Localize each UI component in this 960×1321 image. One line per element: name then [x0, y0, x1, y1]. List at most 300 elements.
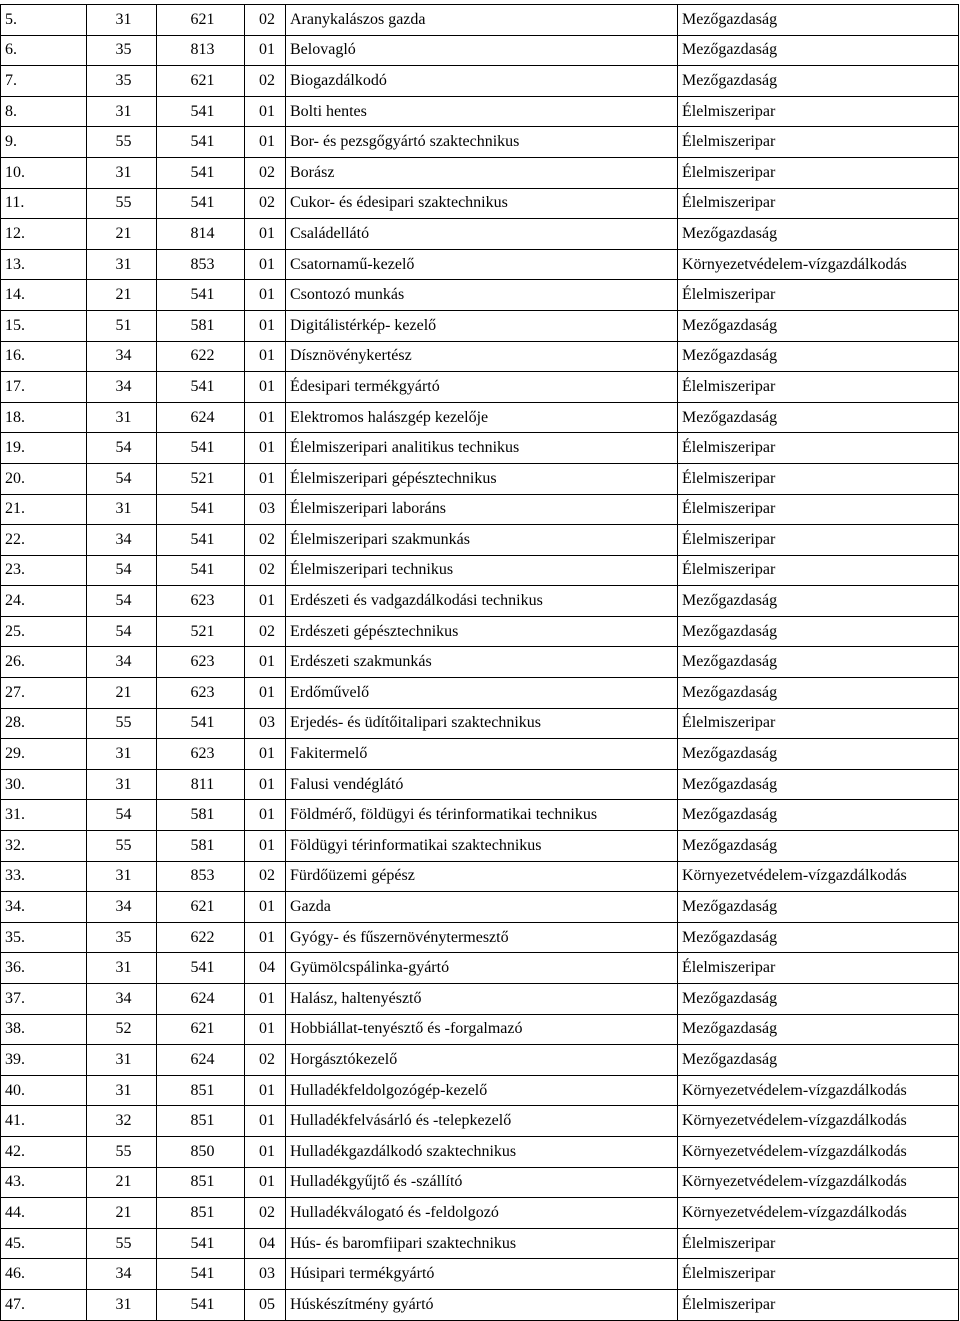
row-number: 24. [1, 586, 87, 617]
table-row [1, 494, 959, 525]
code-part-3: 01 [245, 922, 286, 953]
code-part-1: 55 [87, 1228, 157, 1259]
table-row [1, 310, 959, 341]
row-number: 15. [1, 310, 87, 341]
sector-name: Mezőgazdaság [678, 831, 959, 862]
code-part-3: 04 [245, 953, 286, 984]
table-row [1, 525, 959, 556]
table-row [1, 708, 959, 739]
occupation-name: Erdőművelő [286, 678, 678, 709]
occupation-name: Erdészeti gépésztechnikus [286, 616, 678, 647]
code-part-1: 31 [87, 157, 157, 188]
sector-name: Élelmiszeripar [678, 188, 959, 219]
code-part-1: 52 [87, 1014, 157, 1045]
row-number: 20. [1, 463, 87, 494]
code-part-3: 01 [245, 249, 286, 280]
table-row [1, 1045, 959, 1076]
row-number: 38. [1, 1014, 87, 1045]
code-part-2: 623 [157, 739, 245, 770]
occupation-name: Digitálistérkép- kezelő [286, 310, 678, 341]
code-part-1: 31 [87, 861, 157, 892]
table-row [1, 616, 959, 647]
sector-name: Élelmiszeripar [678, 372, 959, 403]
code-part-3: 02 [245, 5, 286, 36]
table-row [1, 922, 959, 953]
table-row [1, 769, 959, 800]
sector-name: Élelmiszeripar [678, 1259, 959, 1290]
table-row [1, 800, 959, 831]
code-part-2: 541 [157, 127, 245, 158]
sector-name: Élelmiszeripar [678, 96, 959, 127]
table-row [1, 66, 959, 97]
occupation-name: Bolti hentes [286, 96, 678, 127]
row-number: 43. [1, 1167, 87, 1198]
occupation-name: Élelmiszeripari analitikus technikus [286, 433, 678, 464]
table-row [1, 372, 959, 403]
row-number: 5. [1, 5, 87, 36]
code-part-2: 621 [157, 892, 245, 923]
occupation-name: Hobbiállat-tenyésztő és -forgalmazó [286, 1014, 678, 1045]
sector-name: Mezőgazdaság [678, 586, 959, 617]
code-part-1: 34 [87, 1259, 157, 1290]
code-part-2: 541 [157, 1228, 245, 1259]
table-row [1, 402, 959, 433]
code-part-2: 624 [157, 1045, 245, 1076]
occupation-name: Húskészítmény gyártó [286, 1289, 678, 1320]
occupation-name: Hulladékfeldolgozógép-kezelő [286, 1075, 678, 1106]
code-part-1: 31 [87, 96, 157, 127]
code-part-3: 01 [245, 739, 286, 770]
code-part-1: 31 [87, 1075, 157, 1106]
table-row [1, 35, 959, 66]
sector-name: Élelmiszeripar [678, 708, 959, 739]
row-number: 12. [1, 219, 87, 250]
sector-name: Élelmiszeripar [678, 433, 959, 464]
code-part-1: 55 [87, 708, 157, 739]
occupation-name: Erjedés- és üdítőitalipari szaktechnikus [286, 708, 678, 739]
table-row [1, 1014, 959, 1045]
code-part-2: 851 [157, 1198, 245, 1229]
sector-name: Mezőgazdaság [678, 219, 959, 250]
occupation-name: Hulladékfelvásárló és -telepkezelő [286, 1106, 678, 1137]
sector-name: Mezőgazdaság [678, 984, 959, 1015]
sector-name: Mezőgazdaság [678, 647, 959, 678]
code-part-2: 621 [157, 1014, 245, 1045]
sector-name: Mezőgazdaság [678, 769, 959, 800]
occupation-name: Bor- és pezsgőgyártó szaktechnikus [286, 127, 678, 158]
code-part-3: 01 [245, 310, 286, 341]
sector-name: Környezetvédelem-vízgazdálkodás [678, 1136, 959, 1167]
row-number: 27. [1, 678, 87, 709]
code-part-2: 541 [157, 96, 245, 127]
occupation-name: Erdészeti és vadgazdálkodási technikus [286, 586, 678, 617]
row-number: 19. [1, 433, 87, 464]
code-part-1: 54 [87, 800, 157, 831]
code-part-3: 01 [245, 280, 286, 311]
code-part-3: 02 [245, 525, 286, 556]
row-number: 28. [1, 708, 87, 739]
code-part-2: 541 [157, 494, 245, 525]
code-part-3: 02 [245, 555, 286, 586]
row-number: 34. [1, 892, 87, 923]
code-part-1: 21 [87, 1198, 157, 1229]
row-number: 39. [1, 1045, 87, 1076]
row-number: 14. [1, 280, 87, 311]
row-number: 30. [1, 769, 87, 800]
row-number: 25. [1, 616, 87, 647]
table-row [1, 861, 959, 892]
sector-name: Mezőgazdaság [678, 678, 959, 709]
code-part-2: 811 [157, 769, 245, 800]
sector-name: Élelmiszeripar [678, 555, 959, 586]
code-part-2: 853 [157, 249, 245, 280]
table-row [1, 280, 959, 311]
sector-name: Mezőgazdaság [678, 310, 959, 341]
code-part-3: 01 [245, 647, 286, 678]
table-row [1, 249, 959, 280]
table-row [1, 984, 959, 1015]
table-row [1, 1259, 959, 1290]
code-part-2: 853 [157, 861, 245, 892]
code-part-1: 31 [87, 1289, 157, 1320]
code-part-1: 55 [87, 188, 157, 219]
code-part-1: 31 [87, 494, 157, 525]
code-part-3: 02 [245, 188, 286, 219]
row-number: 8. [1, 96, 87, 127]
code-part-3: 02 [245, 66, 286, 97]
sector-name: Mezőgazdaság [678, 800, 959, 831]
code-part-3: 01 [245, 1167, 286, 1198]
row-number: 17. [1, 372, 87, 403]
sector-name: Mezőgazdaság [678, 35, 959, 66]
occupation-name: Elektromos halászgép kezelője [286, 402, 678, 433]
row-number: 47. [1, 1289, 87, 1320]
code-part-1: 32 [87, 1106, 157, 1137]
code-part-3: 02 [245, 1045, 286, 1076]
code-part-1: 31 [87, 739, 157, 770]
sector-name: Mezőgazdaság [678, 739, 959, 770]
code-part-3: 02 [245, 157, 286, 188]
occupation-name: Dísznövénykertész [286, 341, 678, 372]
row-number: 44. [1, 1198, 87, 1229]
table-row [1, 739, 959, 770]
occupation-name: Hús- és baromfiipari szaktechnikus [286, 1228, 678, 1259]
code-part-2: 851 [157, 1106, 245, 1137]
code-part-1: 54 [87, 433, 157, 464]
code-part-1: 31 [87, 402, 157, 433]
code-part-2: 541 [157, 525, 245, 556]
code-part-1: 31 [87, 249, 157, 280]
code-part-3: 02 [245, 616, 286, 647]
sector-name: Élelmiszeripar [678, 1289, 959, 1320]
code-part-2: 541 [157, 188, 245, 219]
table-row [1, 586, 959, 617]
sector-name: Élelmiszeripar [678, 953, 959, 984]
sector-name: Környezetvédelem-vízgazdálkodás [678, 1198, 959, 1229]
code-part-1: 31 [87, 1045, 157, 1076]
table-row [1, 341, 959, 372]
row-number: 13. [1, 249, 87, 280]
table-row [1, 1198, 959, 1229]
row-number: 10. [1, 157, 87, 188]
sector-name: Élelmiszeripar [678, 525, 959, 556]
code-part-2: 624 [157, 402, 245, 433]
sector-name: Élelmiszeripar [678, 157, 959, 188]
table-body [1, 5, 959, 1321]
code-part-3: 01 [245, 1136, 286, 1167]
row-number: 41. [1, 1106, 87, 1137]
code-part-1: 34 [87, 525, 157, 556]
occupation-name: Aranykalászos gazda [286, 5, 678, 36]
code-part-3: 01 [245, 433, 286, 464]
code-part-3: 01 [245, 341, 286, 372]
table-row [1, 647, 959, 678]
sector-name: Mezőgazdaság [678, 5, 959, 36]
code-part-2: 541 [157, 708, 245, 739]
code-part-2: 622 [157, 922, 245, 953]
table-row [1, 219, 959, 250]
code-part-2: 581 [157, 310, 245, 341]
code-part-1: 34 [87, 984, 157, 1015]
code-part-2: 541 [157, 953, 245, 984]
code-part-3: 01 [245, 219, 286, 250]
row-number: 42. [1, 1136, 87, 1167]
sector-name: Élelmiszeripar [678, 127, 959, 158]
sector-name: Élelmiszeripar [678, 463, 959, 494]
code-part-2: 813 [157, 35, 245, 66]
occupation-name: Gyógy- és fűszernövénytermesztő [286, 922, 678, 953]
sector-name: Mezőgazdaság [678, 341, 959, 372]
code-part-2: 541 [157, 1289, 245, 1320]
occupation-name: Földügyi térinformatikai szaktechnikus [286, 831, 678, 862]
sector-name: Mezőgazdaság [678, 616, 959, 647]
row-number: 9. [1, 127, 87, 158]
sector-name: Mezőgazdaság [678, 1045, 959, 1076]
code-part-3: 01 [245, 678, 286, 709]
table-row [1, 188, 959, 219]
code-part-1: 35 [87, 66, 157, 97]
code-part-1: 34 [87, 892, 157, 923]
code-part-3: 01 [245, 1075, 286, 1106]
sector-name: Környezetvédelem-vízgazdálkodás [678, 1106, 959, 1137]
code-part-1: 35 [87, 922, 157, 953]
table-row [1, 1106, 959, 1137]
code-part-3: 01 [245, 96, 286, 127]
code-part-1: 21 [87, 280, 157, 311]
sector-name: Élelmiszeripar [678, 1228, 959, 1259]
occupation-name: Élelmiszeripari laboráns [286, 494, 678, 525]
code-part-2: 814 [157, 219, 245, 250]
row-number: 18. [1, 402, 87, 433]
occupation-name: Élelmiszeripari technikus [286, 555, 678, 586]
code-part-1: 31 [87, 5, 157, 36]
row-number: 26. [1, 647, 87, 678]
table-row [1, 1289, 959, 1320]
code-part-2: 581 [157, 831, 245, 862]
occupation-name: Falusi vendéglátó [286, 769, 678, 800]
code-part-3: 01 [245, 984, 286, 1015]
code-part-3: 01 [245, 35, 286, 66]
code-part-3: 03 [245, 1259, 286, 1290]
occupation-table [0, 4, 959, 1321]
code-part-2: 850 [157, 1136, 245, 1167]
row-number: 37. [1, 984, 87, 1015]
row-number: 35. [1, 922, 87, 953]
row-number: 6. [1, 35, 87, 66]
code-part-1: 35 [87, 35, 157, 66]
row-number: 22. [1, 525, 87, 556]
code-part-2: 623 [157, 647, 245, 678]
row-number: 40. [1, 1075, 87, 1106]
sector-name: Élelmiszeripar [678, 494, 959, 525]
code-part-2: 624 [157, 984, 245, 1015]
code-part-2: 851 [157, 1167, 245, 1198]
code-part-2: 623 [157, 678, 245, 709]
occupation-name: Csatornamű-kezelő [286, 249, 678, 280]
sector-name: Környezetvédelem-vízgazdálkodás [678, 861, 959, 892]
row-number: 16. [1, 341, 87, 372]
row-number: 45. [1, 1228, 87, 1259]
code-part-3: 02 [245, 861, 286, 892]
code-part-2: 622 [157, 341, 245, 372]
row-number: 23. [1, 555, 87, 586]
occupation-name: Édesipari termékgyártó [286, 372, 678, 403]
code-part-1: 31 [87, 953, 157, 984]
code-part-2: 623 [157, 586, 245, 617]
table-row [1, 953, 959, 984]
occupation-name: Halász, haltenyésztő [286, 984, 678, 1015]
code-part-1: 54 [87, 463, 157, 494]
row-number: 7. [1, 66, 87, 97]
occupation-name: Élelmiszeripari szakmunkás [286, 525, 678, 556]
code-part-3: 01 [245, 769, 286, 800]
row-number: 32. [1, 831, 87, 862]
code-part-2: 621 [157, 5, 245, 36]
code-part-1: 21 [87, 678, 157, 709]
occupation-name: Fürdőüzemi gépész [286, 861, 678, 892]
sector-name: Mezőgazdaság [678, 66, 959, 97]
code-part-1: 21 [87, 1167, 157, 1198]
code-part-3: 01 [245, 372, 286, 403]
occupation-name: Erdészeti szakmunkás [286, 647, 678, 678]
occupation-name: Belovagló [286, 35, 678, 66]
code-part-1: 55 [87, 831, 157, 862]
code-part-1: 54 [87, 586, 157, 617]
code-part-3: 05 [245, 1289, 286, 1320]
table-row [1, 157, 959, 188]
table-row [1, 1136, 959, 1167]
sector-name: Környezetvédelem-vízgazdálkodás [678, 1075, 959, 1106]
table-row [1, 96, 959, 127]
occupation-name: Földmérő, földügyi és térinformatikai technikus [286, 800, 678, 831]
code-part-3: 01 [245, 1014, 286, 1045]
code-part-2: 621 [157, 66, 245, 97]
sector-name: Mezőgazdaság [678, 892, 959, 923]
code-part-2: 541 [157, 555, 245, 586]
code-part-1: 21 [87, 219, 157, 250]
occupation-name: Hulladékgyűjtő és -szállító [286, 1167, 678, 1198]
code-part-2: 581 [157, 800, 245, 831]
occupation-name: Gyümölcspálinka-gyártó [286, 953, 678, 984]
table-row [1, 433, 959, 464]
row-number: 31. [1, 800, 87, 831]
code-part-3: 01 [245, 463, 286, 494]
occupation-name: Hulladékgazdálkodó szaktechnikus [286, 1136, 678, 1167]
sector-name: Mezőgazdaság [678, 922, 959, 953]
occupation-name: Cukor- és édesipari szaktechnikus [286, 188, 678, 219]
code-part-2: 541 [157, 433, 245, 464]
code-part-2: 851 [157, 1075, 245, 1106]
occupation-name: Fakitermelő [286, 739, 678, 770]
code-part-3: 01 [245, 586, 286, 617]
table-row [1, 555, 959, 586]
code-part-3: 01 [245, 892, 286, 923]
occupation-name: Családellátó [286, 219, 678, 250]
code-part-3: 01 [245, 127, 286, 158]
code-part-1: 55 [87, 127, 157, 158]
occupation-name: Élelmiszeripari gépésztechnikus [286, 463, 678, 494]
code-part-1: 55 [87, 1136, 157, 1167]
code-part-3: 01 [245, 1106, 286, 1137]
code-part-1: 31 [87, 769, 157, 800]
table-row [1, 1228, 959, 1259]
code-part-2: 541 [157, 280, 245, 311]
occupation-name: Horgásztókezelő [286, 1045, 678, 1076]
code-part-1: 34 [87, 647, 157, 678]
occupation-name: Húsipari termékgyártó [286, 1259, 678, 1290]
occupation-name: Borász [286, 157, 678, 188]
table-row [1, 831, 959, 862]
code-part-3: 04 [245, 1228, 286, 1259]
table-row [1, 678, 959, 709]
code-part-1: 34 [87, 372, 157, 403]
table-row [1, 5, 959, 36]
code-part-3: 01 [245, 402, 286, 433]
code-part-2: 541 [157, 372, 245, 403]
row-number: 33. [1, 861, 87, 892]
code-part-1: 54 [87, 555, 157, 586]
code-part-3: 01 [245, 800, 286, 831]
sector-name: Élelmiszeripar [678, 280, 959, 311]
row-number: 46. [1, 1259, 87, 1290]
row-number: 36. [1, 953, 87, 984]
table-row [1, 127, 959, 158]
code-part-2: 521 [157, 463, 245, 494]
table-row [1, 1075, 959, 1106]
occupation-name: Csontozó munkás [286, 280, 678, 311]
sector-name: Környezetvédelem-vízgazdálkodás [678, 1167, 959, 1198]
code-part-2: 541 [157, 157, 245, 188]
occupation-name: Biogazdálkodó [286, 66, 678, 97]
row-number: 21. [1, 494, 87, 525]
code-part-2: 521 [157, 616, 245, 647]
occupation-name: Hulladékválogató és -feldolgozó [286, 1198, 678, 1229]
sector-name: Mezőgazdaság [678, 402, 959, 433]
sector-name: Mezőgazdaság [678, 1014, 959, 1045]
table-row [1, 892, 959, 923]
table-row [1, 463, 959, 494]
row-number: 29. [1, 739, 87, 770]
occupation-name: Gazda [286, 892, 678, 923]
code-part-3: 03 [245, 708, 286, 739]
code-part-2: 541 [157, 1259, 245, 1290]
code-part-1: 54 [87, 616, 157, 647]
code-part-3: 03 [245, 494, 286, 525]
table-row [1, 1167, 959, 1198]
sector-name: Környezetvédelem-vízgazdálkodás [678, 249, 959, 280]
row-number: 11. [1, 188, 87, 219]
code-part-1: 51 [87, 310, 157, 341]
